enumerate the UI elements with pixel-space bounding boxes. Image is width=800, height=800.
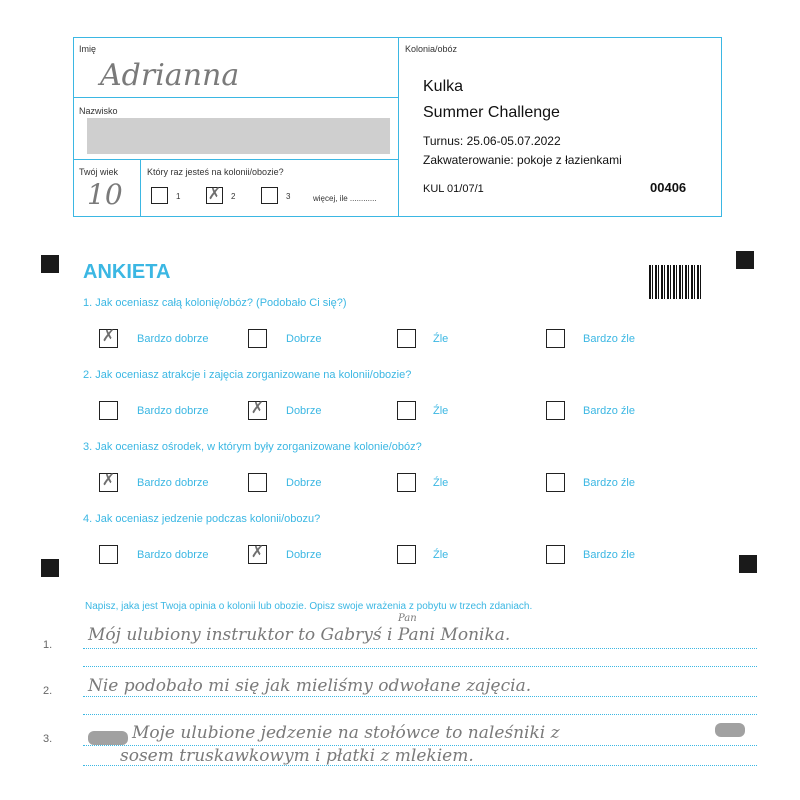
q1-option-checkbox[interactable]: [397, 329, 416, 348]
kolonia-label: Kolonia/obóz: [405, 44, 458, 54]
q1-option-label: Źle: [433, 333, 449, 345]
q3-option-label: Źle: [433, 477, 449, 489]
scribble: [715, 723, 745, 737]
question-1: 1. Jak oceniasz całą kolonię/obóz? (Podobało Ci się?): [83, 297, 347, 309]
scribble: [88, 731, 128, 745]
ktory-raz-option-label: 3: [286, 192, 291, 201]
q2-option-checkbox[interactable]: [248, 398, 267, 420]
kolonia-subtitle: Summer Challenge: [423, 104, 560, 121]
ktory-raz-label: Który raz jesteś na kolonii/obozie?: [147, 167, 284, 177]
q1-option-checkbox[interactable]: [248, 329, 267, 348]
answer-line: [83, 714, 757, 715]
line-number: 3.: [43, 733, 53, 745]
q3-option-checkbox[interactable]: [248, 473, 267, 492]
answer-line: [83, 696, 757, 697]
imie-value: Adrianna: [100, 58, 240, 93]
answer-3a: Moje ulubione jedzenie na stołówce to naleśniki z: [132, 723, 560, 743]
turnus: Turnus: 25.06-05.07.2022: [423, 134, 561, 148]
question-3: 3. Jak oceniasz ośrodek, w którym były zorganizowane kolonie/obóz?: [83, 441, 422, 453]
divider: [398, 37, 399, 217]
line-number: 1.: [43, 639, 53, 651]
check-mark-icon: ✗: [207, 184, 222, 203]
check-mark-icon: ✗: [250, 542, 265, 561]
barcode: [649, 265, 701, 299]
registration-marker: [736, 251, 754, 269]
nazwisko-label: Nazwisko: [79, 106, 118, 116]
check-mark-icon: ✗: [250, 398, 265, 417]
answer-1-insert: Pan: [398, 613, 417, 624]
line-number: 2.: [43, 685, 53, 697]
q4-option-checkbox[interactable]: [99, 545, 118, 564]
check-mark-icon: ✗: [101, 326, 116, 345]
ktory-raz-option-label: 1: [176, 192, 181, 201]
ktory-raz-option-label: 2: [231, 192, 236, 201]
q2-option-checkbox[interactable]: [546, 401, 565, 420]
survey-title: ANKIETA: [83, 261, 171, 283]
q4-option-checkbox[interactable]: [397, 545, 416, 564]
q2-option-label: Źle: [433, 405, 449, 417]
q3-option-label: Bardzo źle: [583, 477, 635, 489]
q3-option-checkbox[interactable]: [397, 473, 416, 492]
imie-label: Imię: [79, 44, 97, 54]
form-number: 00406: [650, 180, 687, 195]
check-mark-icon: ✗: [101, 470, 116, 489]
q3-option-checkbox[interactable]: [546, 473, 565, 492]
redacted-surname: [87, 118, 390, 154]
kolonia-name: Kulka: [423, 78, 464, 95]
q1-option-label: Bardzo dobrze: [137, 333, 209, 345]
wiek-label: Twój wiek: [79, 167, 119, 177]
q2-option-checkbox[interactable]: [397, 401, 416, 420]
q3-option-label: Dobrze: [286, 477, 322, 489]
q1-option-label: Bardzo źle: [583, 333, 635, 345]
answer-2: Nie podobało mi się jak mieliśmy odwołane zajęcia.: [88, 676, 532, 696]
q4-option-label: Dobrze: [286, 549, 322, 561]
q2-option-label: Bardzo dobrze: [137, 405, 209, 417]
wiek-value: 10: [87, 178, 123, 211]
answer-line: [83, 666, 757, 667]
divider: [140, 159, 141, 217]
question-4: 4. Jak oceniasz jedzenie podczas kolonii/obozu?: [83, 513, 321, 525]
opinion-prompt: Napisz, jaka jest Twoja opinia o kolonii lub obozie. Opisz swoje wrażenia z pobytu w trzech zdaniach.: [85, 601, 533, 612]
divider: [73, 159, 398, 160]
q2-option-label: Bardzo źle: [583, 405, 635, 417]
q2-option-checkbox[interactable]: [99, 401, 118, 420]
divider: [73, 97, 398, 98]
ktory-raz-checkbox-1[interactable]: [151, 187, 168, 204]
ktory-raz-checkbox-3[interactable]: [261, 187, 278, 204]
answer-line: [83, 648, 757, 649]
question-2: 2. Jak oceniasz atrakcje i zajęcia zorganizowane na kolonii/obozie?: [83, 369, 412, 381]
zakwaterowanie: Zakwaterowanie: pokoje z łazienkami: [423, 153, 622, 167]
answer-1: Mój ulubiony instruktor to Gabryś i Pani Monika.: [88, 625, 511, 645]
q3-option-checkbox[interactable]: [99, 470, 118, 492]
ktory-raz-checkbox-2[interactable]: [206, 184, 223, 204]
q4-option-checkbox[interactable]: [546, 545, 565, 564]
q1-option-checkbox[interactable]: [99, 326, 118, 348]
q1-option-checkbox[interactable]: [546, 329, 565, 348]
registration-marker: [739, 555, 757, 573]
wiecej-label: więcej, ile ............: [313, 194, 377, 203]
q4-option-label: Bardzo źle: [583, 549, 635, 561]
kod-kolonii: KUL 01/07/1: [423, 183, 484, 195]
q4-option-checkbox[interactable]: [248, 542, 267, 564]
registration-marker: [41, 255, 59, 273]
registration-marker: [41, 559, 59, 577]
q3-option-label: Bardzo dobrze: [137, 477, 209, 489]
q4-option-label: Źle: [433, 549, 449, 561]
q2-option-label: Dobrze: [286, 405, 322, 417]
q4-option-label: Bardzo dobrze: [137, 549, 209, 561]
answer-3b: sosem truskawkowym i płatki z mlekiem.: [120, 746, 474, 766]
q1-option-label: Dobrze: [286, 333, 322, 345]
